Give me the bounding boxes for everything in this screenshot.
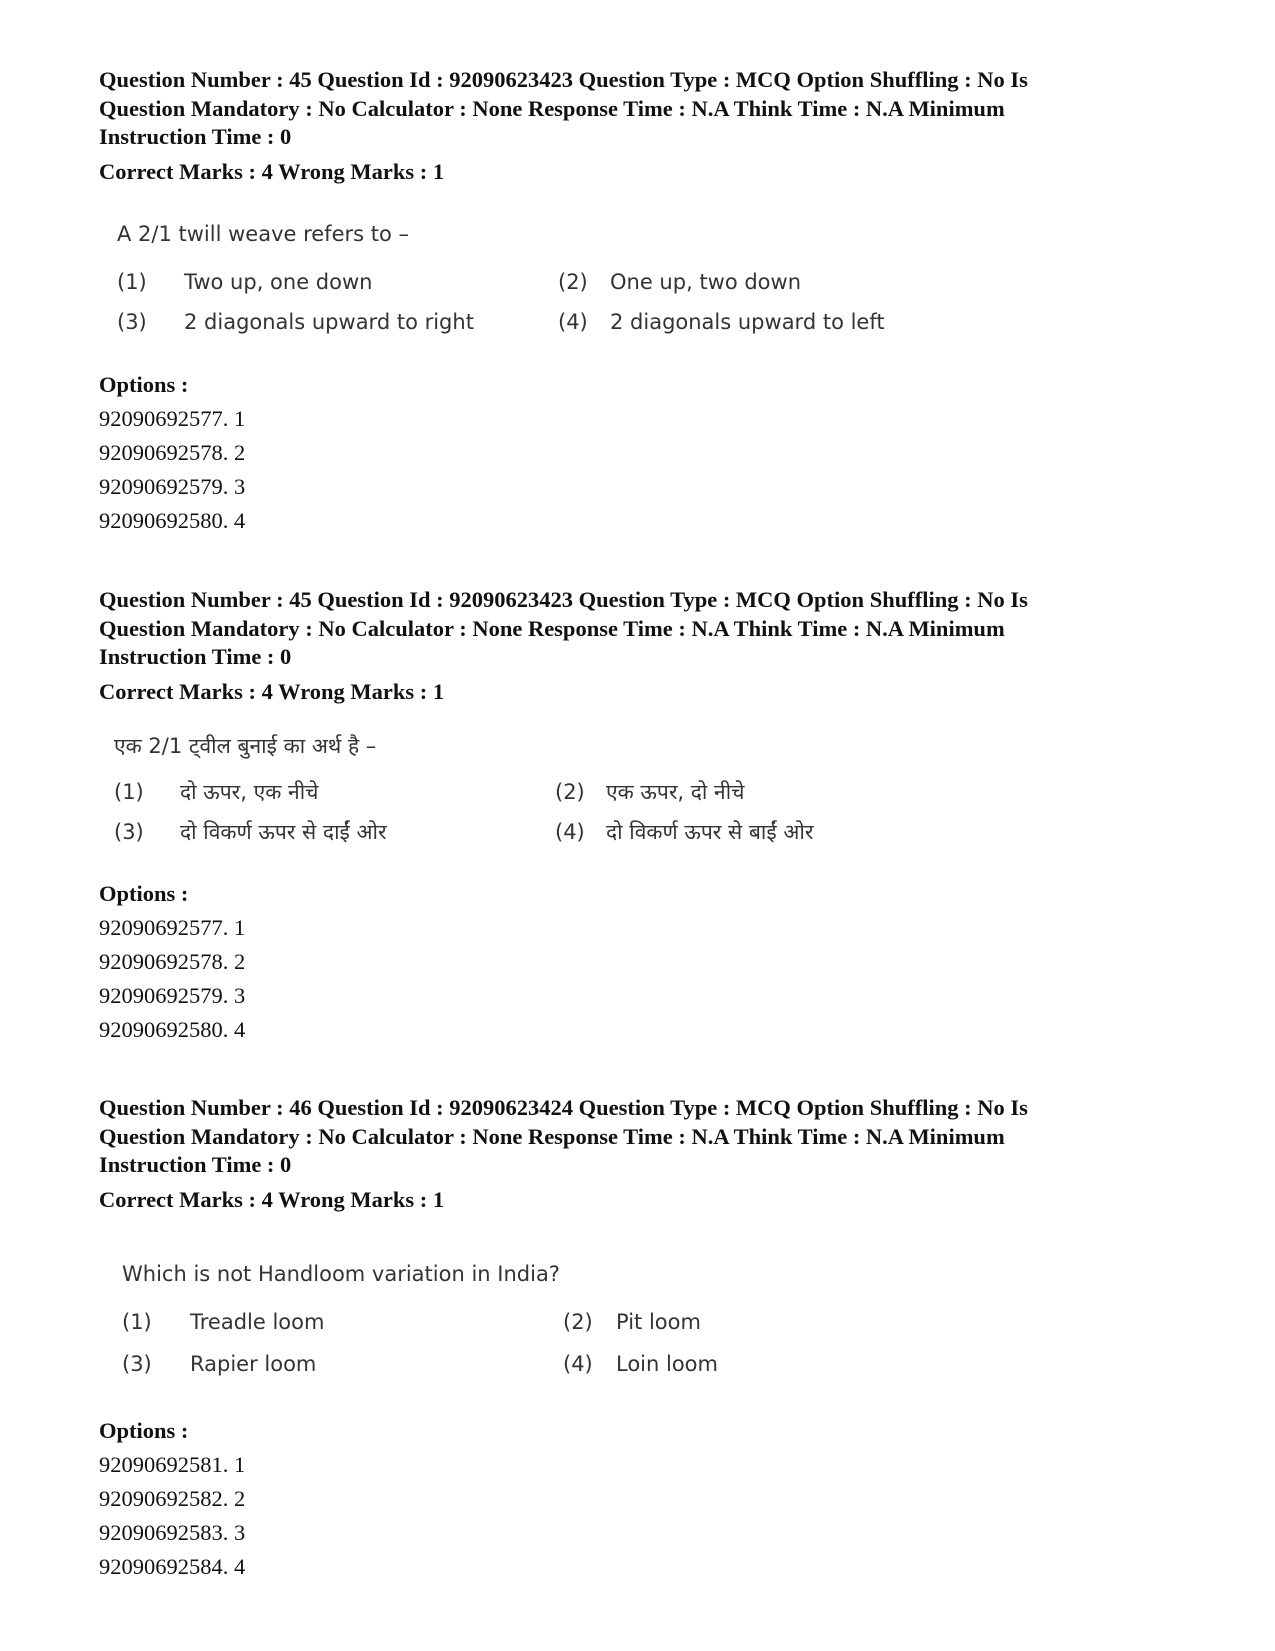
options-label: Options : xyxy=(99,1418,189,1443)
question-meta-line: Question Mandatory : No Calculator : None Response Time : N.A Think Time : N.A Minimum xyxy=(99,1123,1005,1149)
question-meta xyxy=(99,586,1189,672)
option-item: 92090692582. 2 xyxy=(99,1486,246,1511)
question-stem: Which is not Handloom variation in India? xyxy=(122,1262,560,1286)
question-meta xyxy=(99,66,1189,152)
choice-number: (1) xyxy=(122,1310,152,1334)
choice-number: (4) xyxy=(563,1352,593,1376)
choice-number: (2) xyxy=(563,1310,593,1334)
question-stem: एक 2/1 ट्वील बुनाई का अर्थ है – xyxy=(114,734,377,758)
question-meta-line: Question Mandatory : No Calculator : None Response Time : N.A Think Time : N.A Minimum xyxy=(99,615,1005,641)
choice-text: Pit loom xyxy=(616,1310,701,1334)
option-item: 92090692580. 4 xyxy=(99,1017,246,1042)
choice-text: Treadle loom xyxy=(190,1310,325,1334)
question-meta-line: Question Mandatory : No Calculator : None Response Time : N.A Think Time : N.A Minimum xyxy=(99,95,1005,121)
option-item: 92090692584. 4 xyxy=(99,1554,246,1579)
choice-number: (2) xyxy=(558,270,588,294)
question-stem: A 2/1 twill weave refers to – xyxy=(117,222,410,246)
choice-text: दो विकर्ण ऊपर से दाईं ओर xyxy=(180,820,387,844)
question-block-2 xyxy=(99,586,1189,706)
options-label: Options : xyxy=(99,881,189,906)
question-meta-line: Instruction Time : 0 xyxy=(99,644,292,669)
marks-line: Correct Marks : 4 Wrong Marks : 1 xyxy=(99,1186,445,1212)
choice-text: Rapier loom xyxy=(190,1352,317,1376)
choice-number: (3) xyxy=(122,1352,152,1376)
choice-text: 2 diagonals upward to left xyxy=(610,310,885,334)
choice-text: एक ऊपर, दो नीचे xyxy=(606,780,745,804)
question-meta-line: Question Number : 45 Question Id : 92090623423 Question Type : MCQ Option Shuffling : No Is xyxy=(99,587,1028,612)
option-item: 92090692577. 1 xyxy=(99,915,246,940)
marks-line: Correct Marks : 4 Wrong Marks : 1 xyxy=(99,678,445,704)
question-meta xyxy=(99,1094,1189,1180)
choice-number: (4) xyxy=(555,820,585,844)
option-item: 92090692581. 1 xyxy=(99,1452,246,1477)
marks-line: Correct Marks : 4 Wrong Marks : 1 xyxy=(99,158,445,184)
choice-number: (1) xyxy=(114,780,144,804)
options-label: Options : xyxy=(99,372,189,397)
option-item: 92090692578. 2 xyxy=(99,949,246,974)
option-item: 92090692578. 2 xyxy=(99,440,246,465)
question-meta-line: Instruction Time : 0 xyxy=(99,124,292,149)
choice-text: दो विकर्ण ऊपर से बाईं ओर xyxy=(606,820,814,844)
choice-number: (3) xyxy=(114,820,144,844)
option-item: 92090692579. 3 xyxy=(99,474,246,499)
option-item: 92090692583. 3 xyxy=(99,1520,246,1545)
question-meta-line: Instruction Time : 0 xyxy=(99,1152,292,1177)
choice-text: One up, two down xyxy=(610,270,802,294)
option-item: 92090692580. 4 xyxy=(99,508,246,533)
choice-text: Two up, one down xyxy=(184,270,373,294)
question-block-3 xyxy=(99,1094,1189,1214)
choice-number: (1) xyxy=(117,270,147,294)
option-item: 92090692579. 3 xyxy=(99,983,246,1008)
choice-number: (4) xyxy=(558,310,588,334)
choice-number: (2) xyxy=(555,780,585,804)
choice-text: 2 diagonals upward to right xyxy=(184,310,474,334)
question-meta-line: Question Number : 46 Question Id : 92090623424 Question Type : MCQ Option Shuffling : No Is xyxy=(99,1095,1028,1120)
option-item: 92090692577. 1 xyxy=(99,406,246,431)
question-meta-line: Question Number : 45 Question Id : 92090623423 Question Type : MCQ Option Shuffling : No Is xyxy=(99,67,1028,92)
choice-number: (3) xyxy=(117,310,147,334)
choice-text: दो ऊपर, एक नीचे xyxy=(180,780,319,804)
choice-text: Loin loom xyxy=(616,1352,718,1376)
question-block-1 xyxy=(99,66,1189,186)
